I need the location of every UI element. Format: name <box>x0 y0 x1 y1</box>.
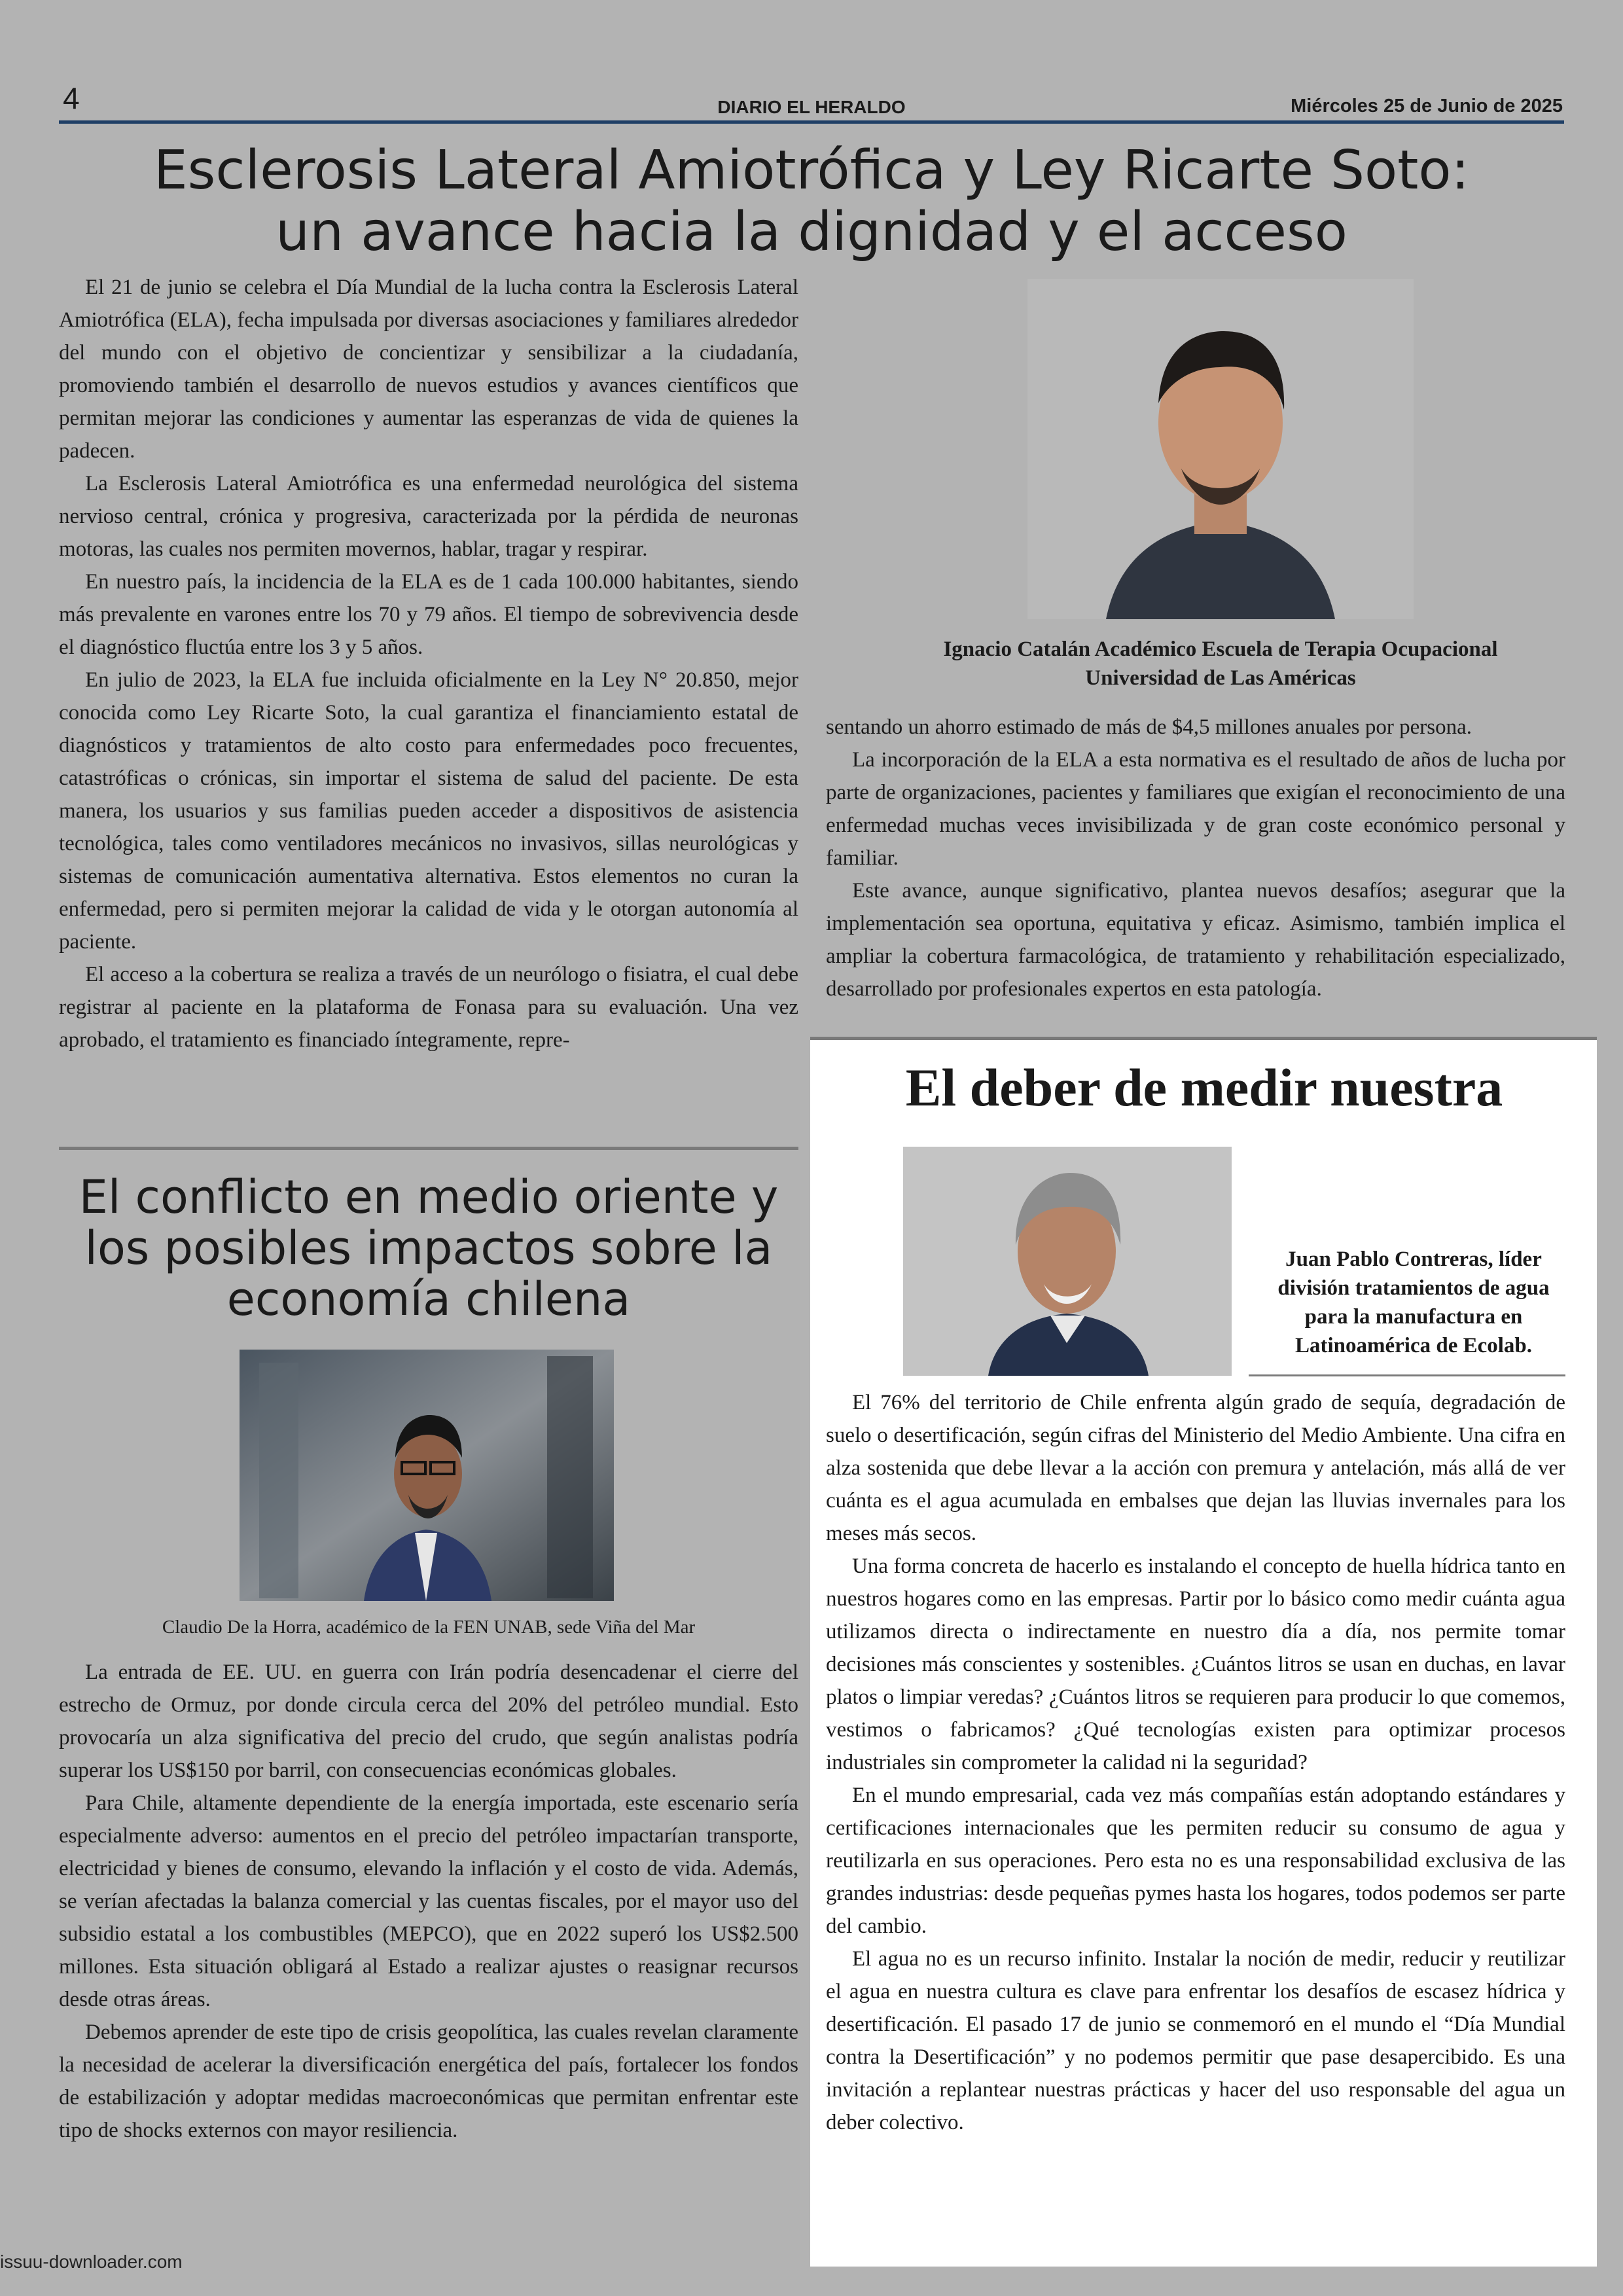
conflict-headline-line1: El conflicto en medio oriente y <box>79 1170 779 1224</box>
conflict-author-photo <box>240 1350 614 1601</box>
water-body <box>826 1386 1565 2139</box>
water-caption-rule <box>1249 1374 1565 1376</box>
ela-author-photo <box>1027 279 1414 619</box>
portrait-icon <box>240 1350 614 1601</box>
ela-headline-line2: un avance hacia la dignidad y el acceso <box>276 201 1347 263</box>
ela-paragraph: El acceso a la cobertura se realiza a través de un neurólogo o fisiatra, el cual debe registrar al paciente en la plataforma de Fonasa para su evaluación. Una vez aprobado, el tratamiento es financiado íntegramente, repre- <box>59 963 798 1052</box>
conflict-headline <box>59 1172 798 1325</box>
ela-caption-line2: Universidad de Las Américas <box>1085 666 1356 690</box>
paper-name: DIARIO EL HERALDO <box>717 97 906 117</box>
conflict-photo-caption: Claudio De la Horra, académico de la FEN UNAB, sede Viña del Mar <box>162 1617 696 1638</box>
water-photo-caption <box>1243 1245 1584 1360</box>
issue-date: Miércoles 25 de Junio de 2025 <box>1291 96 1563 117</box>
conflict-paragraph: Para Chile, altamente dependiente de la energía importada, este escenario sería especialmente adverso: aumentos en el precio del petróleo impactarían transporte, electricidad y bienes de consumo, elevando la inflación y el costo de vida. Además, se verían afectadas la balanza comercial y las cuentas fiscales, por el mayor uso del subsidio estatal a los combustibles (MEPCO), que en 2022 superó los US$2.500 millones. Esta situación obligará al Estado a realizar ajustes o reasignar recursos desde otras áreas. <box>59 1791 798 2011</box>
water-caption-line3: para la manufactura en <box>1304 1305 1523 1329</box>
conflict-headline-line2: los posibles impactos sobre la <box>84 1221 773 1275</box>
ela-continuation: sentando un ahorro estimado de más de $4,5 millones anuales por persona. <box>826 715 1472 739</box>
water-author-photo <box>903 1147 1232 1376</box>
conflict-paragraph: Debemos aprender de este tipo de crisis geopolítica, las cuales revelan claramente la necesidad de acelerar la diversificación energética del país, fortalecer los fondos de estabilización y adoptar medidas macroeconómicas que permitan enfrentar este tipo de shocks externos con mayor resiliencia. <box>59 2020 798 2142</box>
ela-paragraph: La incorporación de la ELA a esta normativa es el resultado de años de lucha por parte de organizaciones, pacientes y familiares que exigían el reconocimiento de una enfermedad muchas veces invisibilizada y de gran coste económico personal y familiar. <box>826 748 1565 870</box>
watermark: issuu-downloader.com <box>0 2251 183 2272</box>
portrait-icon <box>903 1147 1232 1376</box>
page-number: 4 <box>63 81 80 115</box>
water-paragraph: El agua no es un recurso infinito. Instalar la noción de medir, reducir y reutilizar el agua en nuestra cultura es clave para enfrentar los desafíos de escasez hídrica y desertificación. El pasado 17 de junio se conmemoró en el mundo el “Día Mundial contra la Desertificación” y no podemos permitir que pase desapercibido. Es una invitación a replantear nuestras prácticas y hacer del uso responsable del agua un deber colectivo. <box>826 1947 1565 2134</box>
ela-headline-line1: Esclerosis Lateral Amiotrófica y Ley Ricarte Soto: <box>153 139 1470 202</box>
ela-paragraph: La Esclerosis Lateral Amiotrófica es una enfermedad neurológica del sistema nervioso central, crónica y progresiva, caracterizada por la pérdida de neuronas motoras, las cuales nos permiten movernos, hablar, tragar y respirar. <box>59 472 798 561</box>
water-caption-line1: Juan Pablo Contreras, líder <box>1285 1247 1542 1271</box>
ela-paragraph: Este avance, aunque significativo, plantea nuevos desafíos; asegurar que la implementación sea oportuna, equitativa y eficaz. Asimismo, también implica el ampliar la cobertura farmacológica, de tratamiento y rehabilitación especializado, desarrollado por profesionales expertos en esta patología. <box>826 879 1565 1001</box>
conflict-headline-line3: economía chilena <box>226 1272 631 1326</box>
ela-caption-line1: Ignacio Catalán Académico Escuela de Terapia Ocupacional <box>943 637 1498 661</box>
water-paragraph: El 76% del territorio de Chile enfrenta algún grado de sequía, degradación de suelo o desertificación, según cifras del Ministerio del Medio Ambiente. Una cifra en alza sostenida que debe llevar a la acción con premura y antelación, más allá de ver cuánta es el agua acumulada en embalses que dejan las lluvias invernales para los meses más secos. <box>826 1391 1565 1545</box>
section-divider <box>59 1147 798 1150</box>
water-paragraph: En el mundo empresarial, cada vez más compañías están adoptando estándares y certificaciones internacionales que les permiten reducir su consumo de agua y reutilizarla en sus operaciones. Pero esta no es una responsabilidad exclusiva de las grandes industrias: desde pequeñas pymes hasta los hogares, todos podemos ser parte del cambio. <box>826 1784 1565 1938</box>
ela-paragraph: En nuestro país, la incidencia de la ELA es de 1 cada 100.000 habitantes, siendo más prevalente en varones entre los 70 y 79 años. El tiempo de sobrevivencia desde el diagnóstico fluctúa entre los 3 y 5 años. <box>59 570 798 659</box>
water-headline: El deber de medir nuestra <box>905 1058 1503 1117</box>
ela-paragraph: El 21 de junio se celebra el Día Mundial de la lucha contra la Esclerosis Lateral Amiotrófica (ELA), fecha impulsada por diversas asociaciones y familiares alrededor del mundo con el objetivo de concientizar y sensibilizar a la ciudadanía, promoviendo también el desarrollo de nuevos estudios y avances científicos que permitan mejorar las condiciones y aumentar las esperanzas de vida de quienes la padecen. <box>59 276 798 463</box>
ela-paragraph: En julio de 2023, la ELA fue incluida oficialmente en la Ley N° 20.850, mejor conocida como Ley Ricarte Soto, la cual garantiza el financiamiento estatal de diagnósticos y tratamientos de alto costo para enfermedades poco frecuentes, catastróficas o crónicas, sin importar el sistema de salud del paciente. De esta manera, los usuarios y sus familias pueden acceder a dispositivos de asistencia tecnológica, tales como ventiladores mecánicos no invasivos, sillas neurológicas y sistemas de comunicación aumentativa alternativa. Estos elementos no curan la enfermedad, pero si permiten mejorar la calidad de vida y le otorgan autonomía al paciente. <box>59 668 798 954</box>
ela-headline <box>59 140 1564 263</box>
conflict-body <box>59 1656 798 2147</box>
ela-column-2 <box>826 711 1565 1005</box>
water-caption-line4: Latinoamérica de Ecolab. <box>1294 1334 1533 1357</box>
ela-column-1 <box>59 271 798 1056</box>
masthead-rule <box>59 120 1564 124</box>
water-caption-line2: división tratamientos de agua <box>1277 1276 1550 1300</box>
ela-photo-caption <box>825 635 1616 692</box>
water-paragraph: Una forma concreta de hacerlo es instalando el concepto de huella hídrica tanto en nuestros hogares como en las empresas. Partir por lo básico como medir cuánta agua utilizamos directa o indirectamente en nuestro día a día, nos permite tomar decisiones más conscientes y sostenibles. ¿Cuántos litros se usan en duchas, en lavar platos o limpiar veredas? ¿Cuántos litros se requieren para producir lo que comemos, vestimos o fabricamos? ¿Qué tecnologías existen para optimizar procesos industriales sin comprometer la calidad ni la seguridad? <box>826 1554 1565 1774</box>
conflict-paragraph: La entrada de EE. UU. en guerra con Irán podría desencadenar el cierre del estrecho de Ormuz, por donde circula cerca del 20% del petróleo mundial. Esto provocaría un alza significativa del precio del crudo, que según analistas podría superar los US$150 por barril, con consecuencias económicas globales. <box>59 1660 798 1782</box>
portrait-icon <box>1027 279 1414 619</box>
